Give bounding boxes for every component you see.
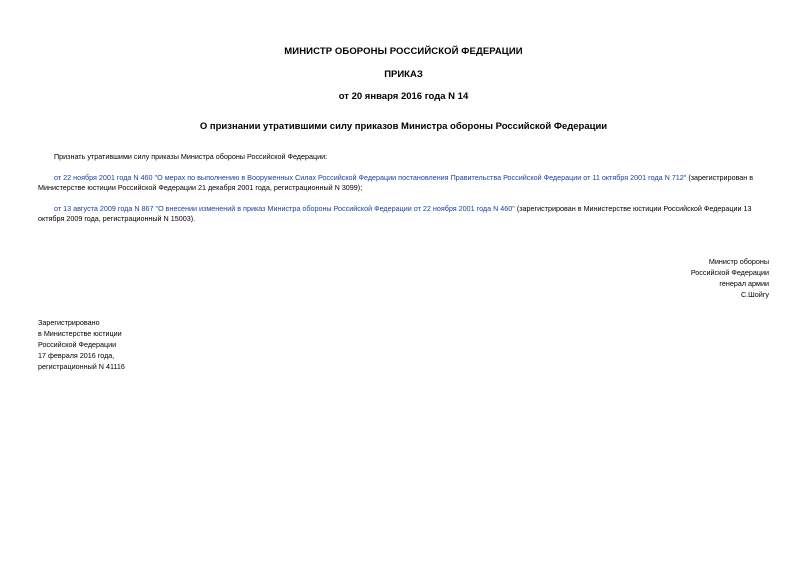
registration-number: регистрационный N 41116 (38, 362, 125, 371)
repealed-order-item-2 (38, 204, 773, 224)
registration-block (38, 317, 125, 372)
signature-block (691, 256, 769, 300)
signature-position: Министр обороны (708, 257, 769, 266)
signature-name: С.Шойгу (740, 290, 769, 299)
document-date-number: от 20 января 2016 года N 14 (338, 91, 469, 102)
order-867-registration: (зарегистрирован в Министерстве юстиции Российской Федерации 13 октября 2009 года, регистрационный N 15003). (38, 204, 752, 223)
signature-country: Российской Федерации (690, 268, 769, 277)
document-title: О признании утратившими силу приказов Министра обороны Российской Федерации (199, 121, 608, 132)
signature-rank: генерал армии (719, 279, 769, 288)
order-460-registration: (зарегистрирован в Министерстве юстиции Российской Федерации 21 декабря 2001 года, регистрационный N 3099); (38, 173, 754, 192)
registration-date: 17 февраля 2016 года, (38, 351, 115, 360)
intro-paragraph: Признать утратившими силу приказы Министра обороны Российской Федерации: (54, 152, 328, 161)
registration-line-2: в Министерстве юстиции (38, 329, 122, 338)
registration-line-3: Российской Федерации (38, 340, 117, 349)
document-type: ПРИКАЗ (384, 69, 423, 80)
registration-line-1: Зарегистрировано (38, 318, 100, 327)
order-867-link[interactable]: от 13 августа 2009 года N 867 "О внесении изменений в приказ Министра обороны Российской Федерации от 22 ноября 2001 года N 460" (54, 204, 515, 213)
ministry-heading: МИНИСТР ОБОРОНЫ РОССИЙСКОЙ ФЕДЕРАЦИИ (284, 46, 523, 57)
repealed-order-item-1 (38, 173, 773, 193)
order-460-link[interactable]: от 22 ноября 2001 года N 460 "О мерах по выполнению в Вооруженных Силах Российской Федерации постановления Правительства Российской Федерации от 11 октября 2001 года N 712" (54, 173, 687, 182)
